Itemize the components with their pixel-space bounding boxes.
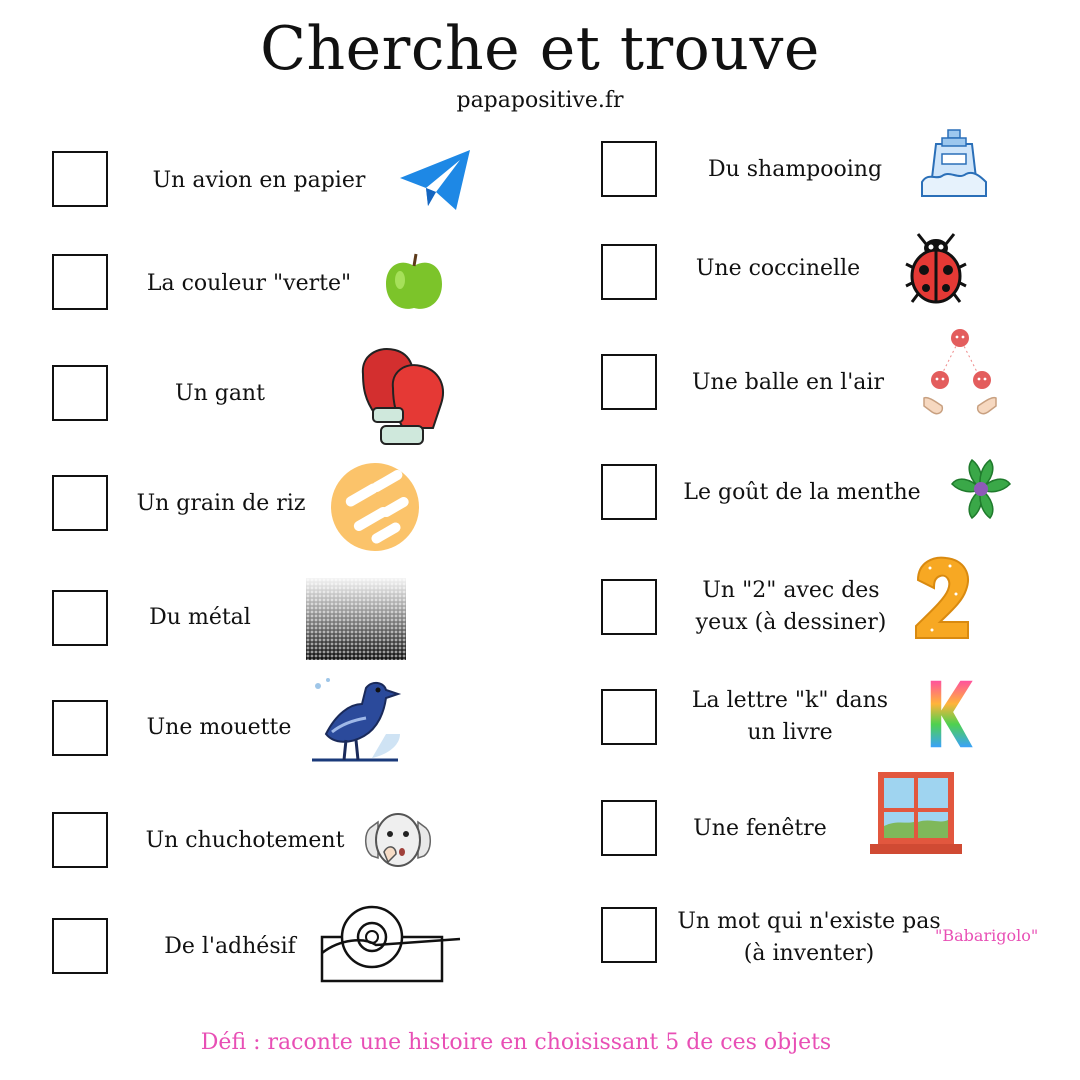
- challenge-text: Défi : raconte une histoire en choisissant 5 de ces objets: [200, 1030, 832, 1055]
- window-icon: [870, 770, 962, 854]
- rice-grains-icon: [330, 462, 420, 552]
- label-balle: Une balle en l'air: [692, 370, 884, 395]
- label-mot-invente: Un mot qui n'existe pas (à inventer): [677, 909, 941, 966]
- invented-word-example: "Babarigolo": [935, 926, 1039, 945]
- checkbox-mouette[interactable]: [52, 700, 108, 756]
- label-verte: La couleur "verte": [146, 271, 352, 296]
- green-apple-icon: [382, 250, 446, 314]
- checkbox-coccinelle[interactable]: [601, 244, 657, 300]
- checkbox-fenetre[interactable]: [601, 800, 657, 856]
- checkbox-metal[interactable]: [52, 590, 108, 646]
- page-title: Cherche et trouve: [260, 14, 820, 84]
- whisper-face-icon: [362, 808, 434, 872]
- checkbox-balle[interactable]: [601, 354, 657, 410]
- paper-plane-icon: [398, 148, 472, 212]
- juggling-balls-icon: [918, 326, 1000, 424]
- checkbox-menthe[interactable]: [601, 464, 657, 520]
- label-riz: Un grain de riz: [136, 491, 306, 516]
- checkbox-verte[interactable]: [52, 254, 108, 310]
- checkbox-lettre-k[interactable]: [601, 689, 657, 745]
- ladybug-icon: [904, 232, 968, 306]
- metal-texture-icon: [306, 578, 406, 660]
- checkbox-mot-invente[interactable]: [601, 907, 657, 963]
- checkbox-gant[interactable]: [52, 365, 108, 421]
- seagull-icon: [306, 674, 404, 766]
- boxing-gloves-icon: [355, 344, 451, 448]
- checkbox-deux[interactable]: [601, 579, 657, 635]
- label-mouette: Une mouette: [146, 715, 292, 740]
- checkbox-shampooing[interactable]: [601, 141, 657, 197]
- number-two-icon: [910, 554, 976, 644]
- label-avion: Un avion en papier: [152, 168, 366, 193]
- checkbox-avion[interactable]: [52, 151, 108, 207]
- label-adhesif: De l'adhésif: [164, 934, 296, 959]
- label-menthe: Le goût de la menthe: [683, 480, 921, 505]
- label-chuchotement: Un chuchotement: [145, 828, 345, 853]
- site-url: papapositive.fr: [456, 88, 624, 113]
- shampoo-bottle-icon: [918, 128, 990, 200]
- label-lettre-k: La lettre "k" dans un livre: [691, 688, 889, 745]
- mint-leaves-icon: [950, 458, 1012, 520]
- label-coccinelle: Une coccinelle: [695, 256, 861, 281]
- tape-dispenser-icon: [320, 905, 462, 983]
- label-deux: Un "2" avec des yeux (à dessiner): [695, 578, 887, 635]
- checkbox-chuchotement[interactable]: [52, 812, 108, 868]
- label-fenetre: Une fenêtre: [693, 816, 827, 841]
- label-metal: Du métal: [149, 605, 251, 630]
- label-shampooing: Du shampooing: [707, 157, 883, 182]
- checkbox-adhesif[interactable]: [52, 918, 108, 974]
- letter-k-icon: [926, 676, 976, 752]
- checkbox-riz[interactable]: [52, 475, 108, 531]
- label-gant: Un gant: [175, 381, 265, 406]
